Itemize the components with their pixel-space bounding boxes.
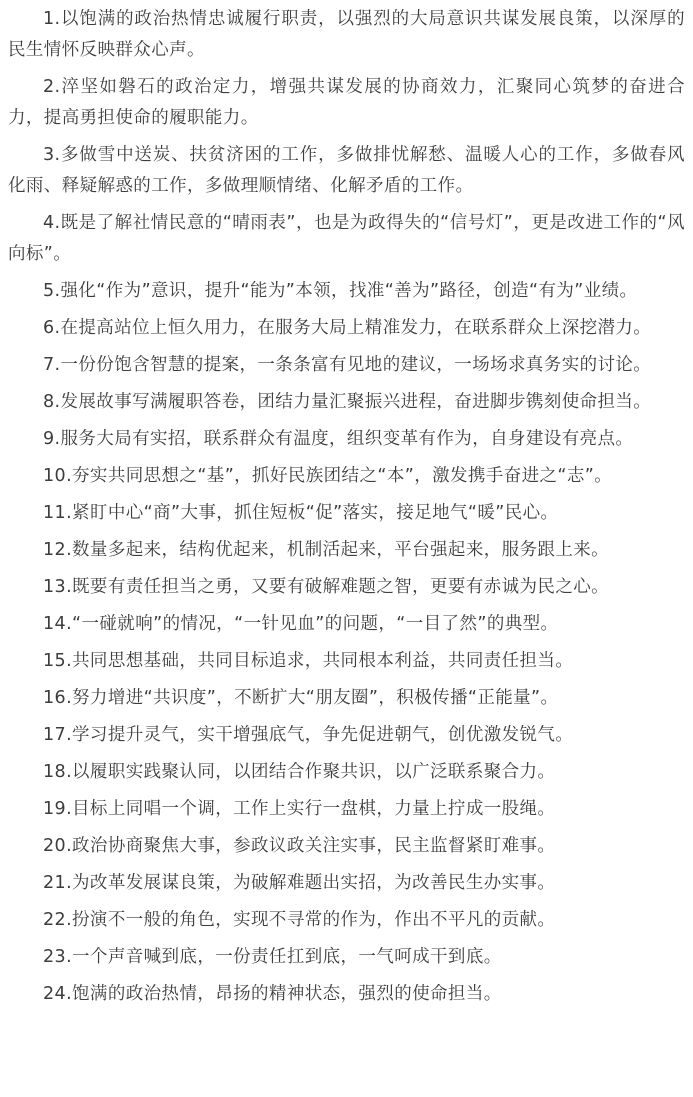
paragraph: 23.一个声音喊到底，一份责任扛到底，一气呵成干到底。 xyxy=(43,947,502,967)
paragraph: 19.目标上同唱一个调，工作上实行一盘棋，力量上拧成一股绳。 xyxy=(43,799,556,819)
paragraph: 22.扮演不一般的角色，实现不寻常的作为，作出不平凡的贡献。 xyxy=(43,910,556,930)
paragraph: 3.多做雪中送炭、扶贫济困的工作，多做排忧解愁、温暖人心的工作，多做春风化雨、释疑解惑的工作，多做理顺情绪、化解矛盾的工作。 xyxy=(8,145,685,196)
paragraph: 9.服务大局有实招，联系群众有温度，组织变革有作为，自身建设有亮点。 xyxy=(43,429,634,449)
paragraph: 1.以饱满的政治热情忠诚履行职责，以强烈的大局意识共谋发展良策，以深厚的民生情怀反映群众心声。 xyxy=(8,9,685,60)
paragraph: 8.发展故事写满履职答卷，团结力量汇聚振兴进程，奋进脚步镌刻使命担当。 xyxy=(43,392,652,412)
paragraph: 12.数量多起来，结构优起来，机制活起来，平台强起来，服务跟上来。 xyxy=(43,540,610,560)
paragraph: 20.政治协商聚焦大事，参政议政关注实事，民主监督紧盯难事。 xyxy=(43,836,556,856)
paragraph: 14.“一碰就响”的情况，“一针见血”的问题，“一目了然”的典型。 xyxy=(43,614,559,634)
paragraph: 5.强化“作为”意识，提升“能为”本领，找准“善为”路径，创造“有为”业绩。 xyxy=(43,281,638,301)
paragraph: 10.夯实共同思想之“基”，抓好民族团结之“本”，激发携手奋进之“志”。 xyxy=(43,466,613,486)
paragraph: 24.饱满的政治热情，昂扬的精神状态，强烈的使命担当。 xyxy=(43,984,502,1004)
paragraph: 7.一份份饱含智慧的提案，一条条富有见地的建议，一场场求真务实的讨论。 xyxy=(43,355,652,375)
paragraph: 6.在提高站位上恒久用力，在服务大局上精准发力，在联系群众上深挖潜力。 xyxy=(43,318,652,338)
paragraph: 11.紧盯中心“商”大事，抓住短板“促”落实，接足地气“暖”民心。 xyxy=(43,503,559,523)
paragraph: 21.为改革发展谋良策，为破解难题出实招，为改善民生办实事。 xyxy=(43,873,556,893)
paragraph: 16.努力增进“共识度”，不断扩大“朋友圈”，积极传播“正能量”。 xyxy=(43,688,559,708)
paragraph: 2.淬坚如磐石的政治定力，增强共谋发展的协商效力，汇聚同心筑梦的奋进合力，提高勇担使命的履职能力。 xyxy=(8,77,685,128)
paragraph: 4.既是了解社情民意的“晴雨表”，也是为政得失的“信号灯”，更是改进工作的“风向标”。 xyxy=(8,213,685,264)
paragraph: 18.以履职实践聚认同，以团结合作聚共识，以广泛联系聚合力。 xyxy=(43,762,556,782)
paragraph: 17.学习提升灵气，实干增强底气，争先促进朝气，创优激发锐气。 xyxy=(43,725,574,745)
paragraph: 15.共同思想基础，共同目标追求，共同根本利益，共同责任担当。 xyxy=(43,651,574,671)
paragraph: 13.既要有责任担当之勇，又要有破解难题之智，更要有赤诚为民之心。 xyxy=(43,577,610,597)
